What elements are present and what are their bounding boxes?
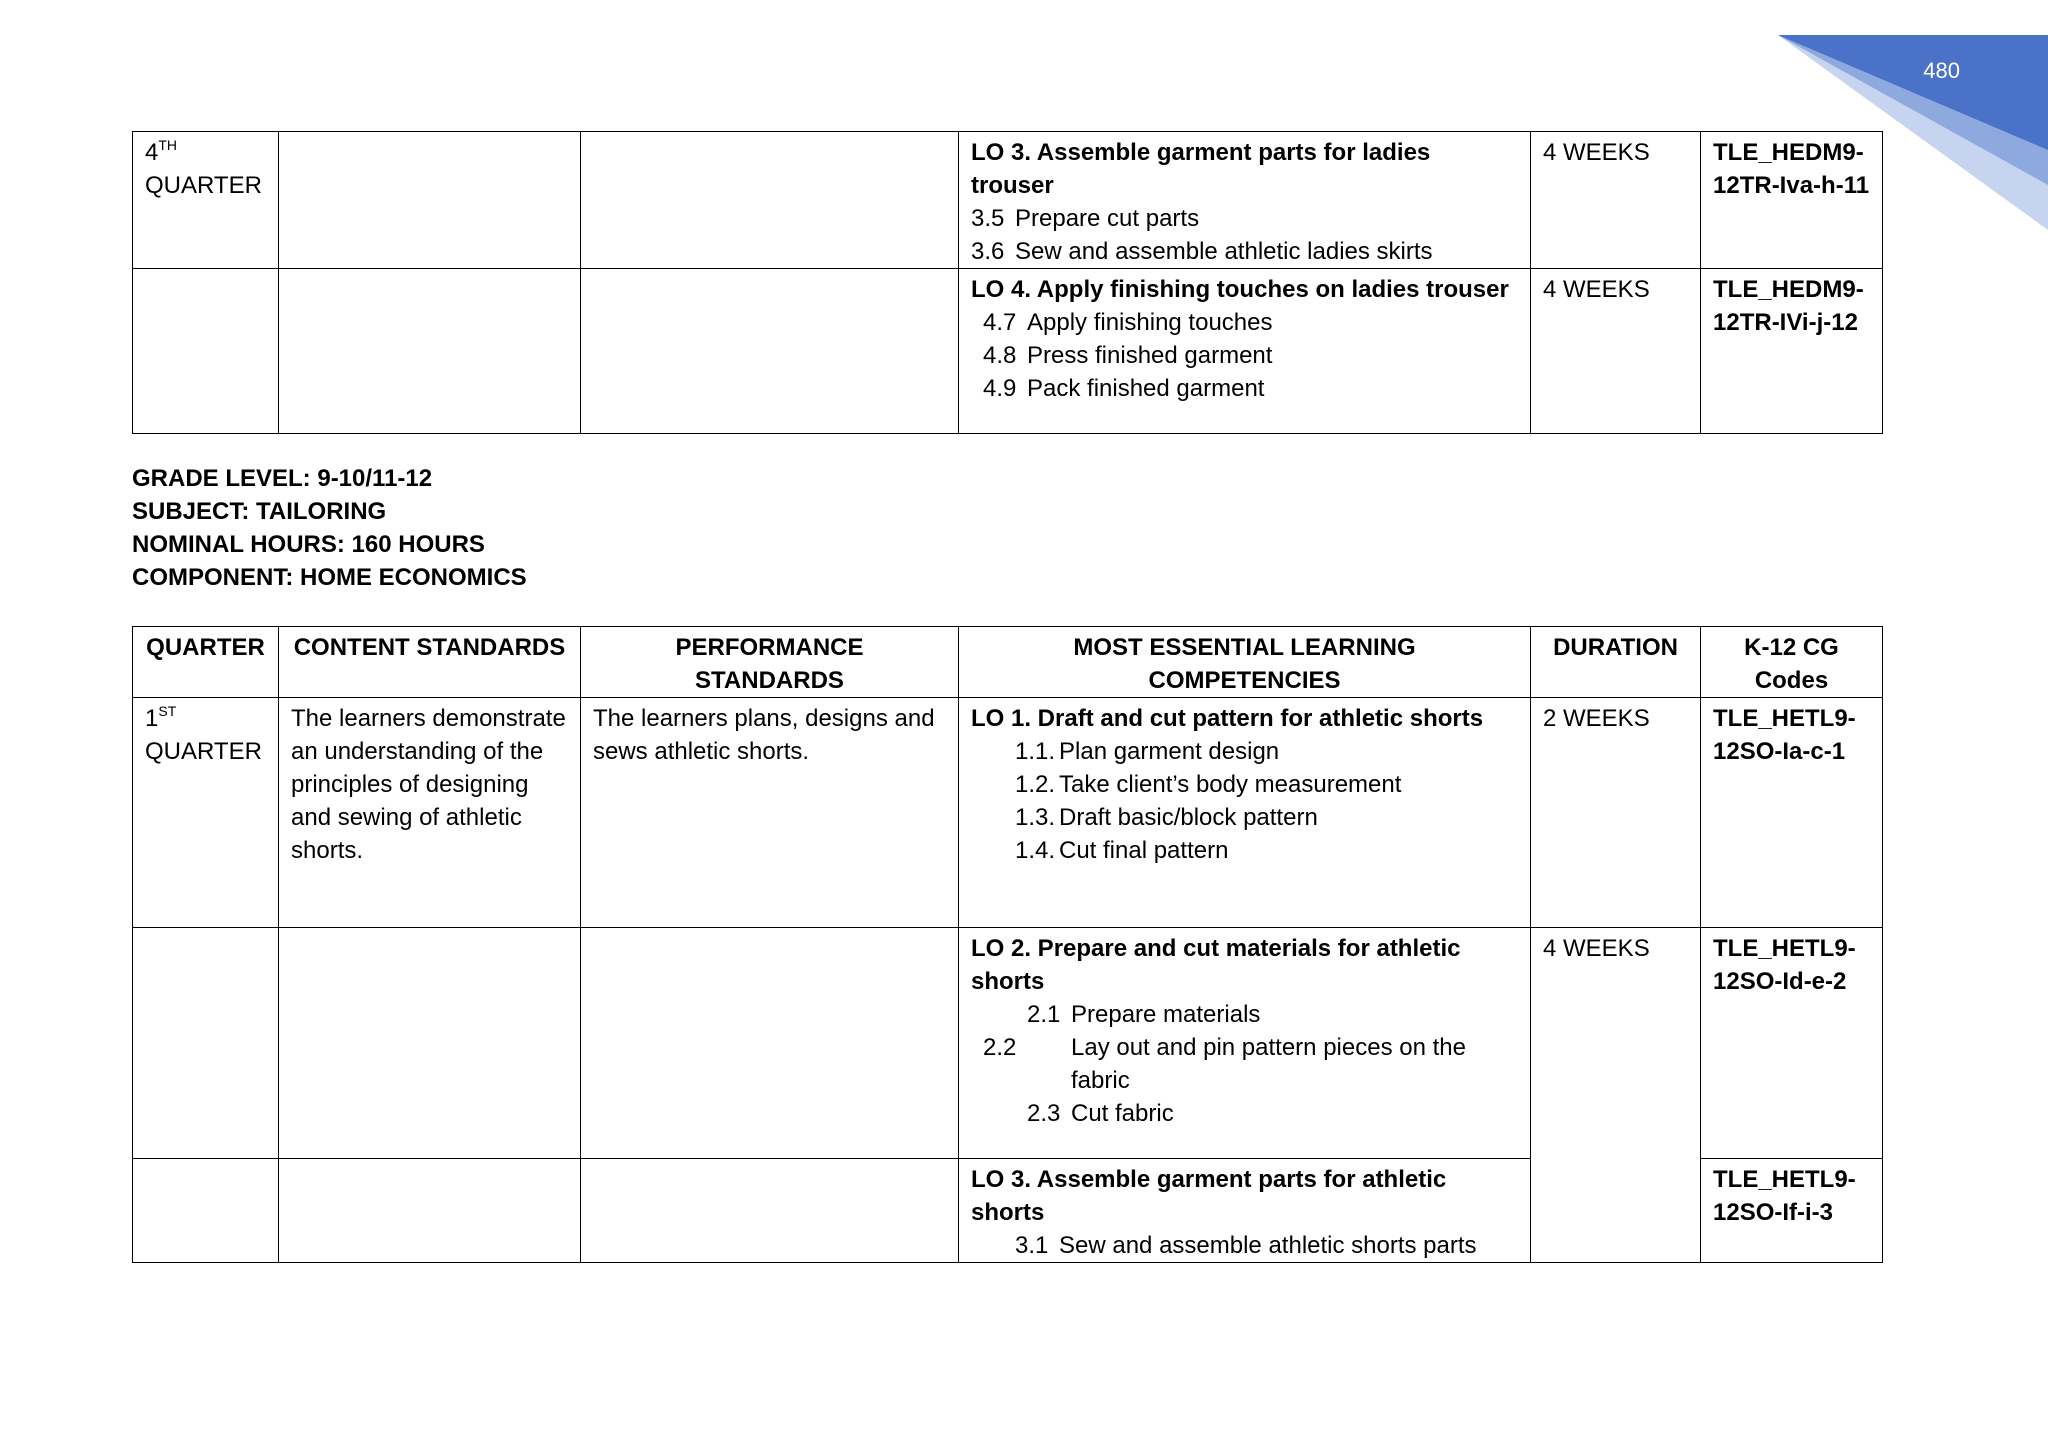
subject-info	[132, 462, 527, 594]
list-item: 1.1. Plan garment design	[1015, 738, 1280, 765]
duration-cell: 4 WEEKS	[1531, 132, 1701, 269]
table-row	[133, 132, 1883, 269]
performance-standards-cell	[581, 132, 959, 269]
melc-cell	[959, 928, 1531, 1159]
code-cell: TLE_HETL9-12SO-Id-e-2	[1701, 928, 1883, 1159]
quarter-cell: 4TH QUARTER	[133, 132, 279, 269]
header-duration: DURATION	[1531, 627, 1701, 698]
table-row	[133, 698, 1883, 928]
nominal-hours: NOMINAL HOURS: 160 HOURS	[132, 531, 485, 558]
code-cell: TLE_HEDM9-12TR-Iva-h-11	[1701, 132, 1883, 269]
list-item: 3.1 Sew and assemble athletic shorts parts	[1015, 1232, 1477, 1259]
content-standards-cell	[279, 928, 581, 1159]
list-item: 3.6 Sew and assemble athletic ladies skirts	[971, 238, 1433, 265]
list-item: 2.1 Prepare materials	[1027, 1001, 1261, 1028]
duration-cell: 4 WEEKS	[1531, 269, 1701, 434]
lo-title: LO 2. Prepare and cut materials for athletic shorts	[971, 935, 1461, 995]
melc-cell	[959, 698, 1531, 928]
content-standards-cell	[279, 132, 581, 269]
code-cell: TLE_HETL9-12SO-Ia-c-1	[1701, 698, 1883, 928]
lo-title: LO 3. Assemble garment parts for ladies trouser	[971, 139, 1431, 199]
performance-standards-cell	[581, 269, 959, 434]
content-standards-cell	[279, 1159, 581, 1263]
content-standards-cell: The learners demonstrate an understanding of the principles of designing and sewing of athletic shorts.	[279, 698, 581, 928]
table-header-row	[133, 627, 1883, 698]
header-content-standards: CONTENT STANDARDS	[279, 627, 581, 698]
code-cell: TLE_HETL9-12SO-If-i-3	[1701, 1159, 1883, 1263]
list-item: 4.7 Apply finishing touches	[983, 309, 1273, 336]
melc-cell	[959, 269, 1531, 434]
performance-standards-cell	[581, 928, 959, 1159]
duration-cell: 2 WEEKS	[1531, 698, 1701, 928]
list-item: 2.2 Lay out and pin pattern pieces on the fabric	[983, 1034, 1466, 1094]
list-item: 2.3 Cut fabric	[1027, 1100, 1174, 1127]
list-item: 4.9 Pack finished garment	[983, 375, 1265, 402]
quarter-cell	[133, 1159, 279, 1263]
quarter-cell	[133, 928, 279, 1159]
quarter-cell	[133, 269, 279, 434]
lo-title: LO 1. Draft and cut pattern for athletic shorts	[971, 705, 1484, 732]
header-performance-standards: PERFORMANCE STANDARDS	[581, 627, 959, 698]
header-melc: MOST ESSENTIAL LEARNING COMPETENCIES	[959, 627, 1531, 698]
lo-title: LO 4. Apply finishing touches on ladies trouser	[971, 276, 1509, 303]
duration-cell: 4 WEEKS	[1531, 928, 1701, 1263]
list-item: 1.2. Take client’s body measurement	[1015, 771, 1402, 798]
table-row	[133, 269, 1883, 434]
list-item: 1.3. Draft basic/block pattern	[1015, 804, 1318, 831]
list-item: 4.8 Press finished garment	[983, 342, 1273, 369]
page-number: 480	[1923, 58, 1960, 83]
header-quarter: QUARTER	[133, 627, 279, 698]
melc-cell	[959, 1159, 1531, 1263]
melc-cell	[959, 132, 1531, 269]
table-row	[133, 928, 1883, 1159]
quarter-cell: 1ST QUARTER	[133, 698, 279, 928]
list-item: 1.4. Cut final pattern	[1015, 837, 1229, 864]
code-cell: TLE_HEDM9-12TR-IVi-j-12	[1701, 269, 1883, 434]
competency-table-continued	[132, 131, 1883, 434]
list-item: 3.5 Prepare cut parts	[971, 205, 1200, 232]
grade-level: GRADE LEVEL: 9-10/11-12	[132, 465, 433, 492]
competency-table	[132, 626, 1883, 1263]
performance-standards-cell	[581, 1159, 959, 1263]
performance-standards-cell: The learners plans, designs and sews athletic shorts.	[581, 698, 959, 928]
content-standards-cell	[279, 269, 581, 434]
component: COMPONENT: HOME ECONOMICS	[132, 564, 527, 591]
subject: SUBJECT: TAILORING	[132, 498, 387, 525]
lo-title: LO 3. Assemble garment parts for athletic shorts	[971, 1166, 1447, 1226]
header-codes: K-12 CG Codes	[1701, 627, 1883, 698]
